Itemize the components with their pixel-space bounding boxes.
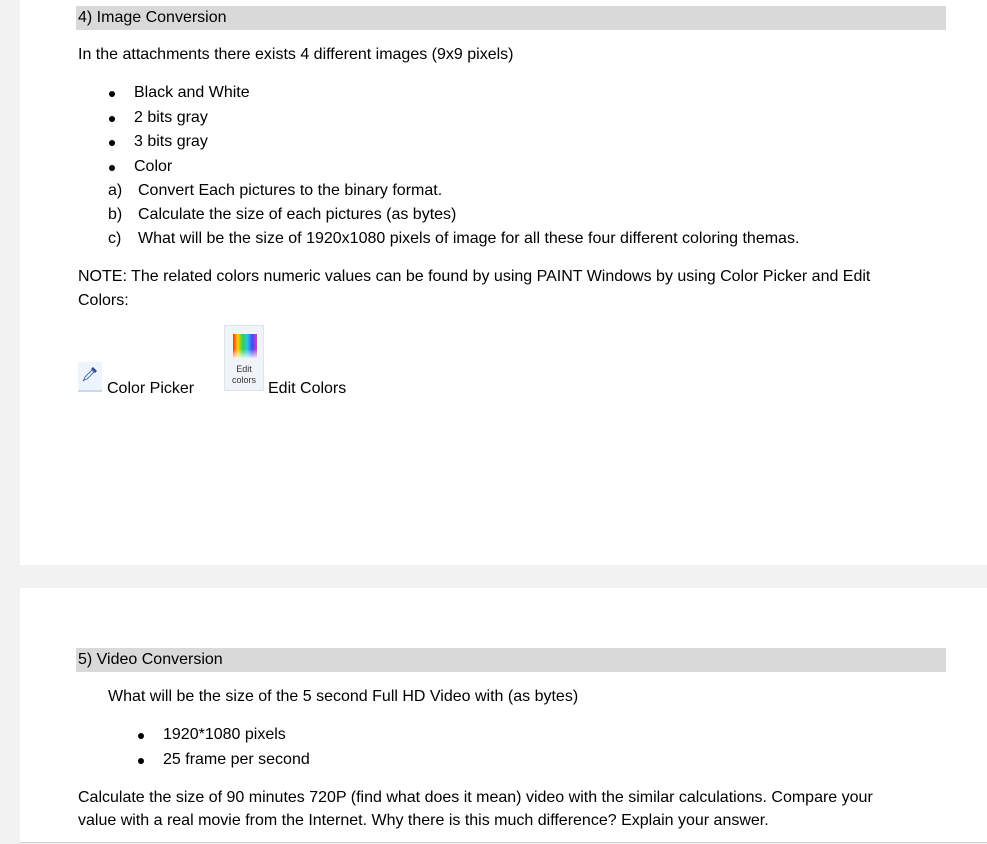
note-line-2: Colors:: [78, 292, 129, 309]
task-marker: a): [108, 182, 123, 199]
bullet-text: 2 bits gray: [134, 109, 208, 126]
task-text: Convert Each pictures to the binary format.: [138, 182, 443, 199]
edit-colors-label: Edit Colors: [268, 380, 347, 397]
task-text: What will be the size of 1920x1080 pixels of image for all these four different coloring themas.: [138, 230, 800, 247]
bullet-text: 25 frame per second: [163, 751, 310, 768]
section-4-heading: 4) Image Conversion: [76, 6, 946, 30]
task-marker: c): [108, 230, 122, 247]
color-picker-icon: [78, 362, 102, 392]
task-marker: b): [108, 206, 123, 223]
section-5-intro: What will be the size of the 5 second Full HD Video with (as bytes): [108, 688, 579, 705]
eyedropper-icon: [78, 362, 102, 386]
edit-colors-icon-line2: colors: [231, 375, 256, 385]
bullet-text: Color: [134, 158, 173, 175]
color-picker-label: Color Picker: [107, 380, 195, 397]
task-text: Calculate the size of each pictures (as bytes): [138, 206, 457, 223]
bullet-text: 3 bits gray: [134, 133, 208, 150]
section-5-heading: 5) Video Conversion: [76, 648, 946, 672]
document-page-1: [20, 0, 987, 565]
bullet-text: Black and White: [134, 84, 250, 101]
document-page-2: [20, 588, 987, 843]
edit-colors-icon: [224, 325, 264, 391]
section-4-intro: In the attachments there exists 4 different images (9x9 pixels): [78, 46, 514, 63]
section-5-paragraph-line-2: value with a real movie from the Internet. Why there is this much difference? Explain your answer.: [78, 812, 769, 829]
edit-colors-icon-line1: Edit: [236, 364, 252, 374]
edit-colors-icon-label: [225, 364, 263, 386]
note-line-1: NOTE: The related colors numeric values can be found by using PAINT Windows by using Color Picker and Edit: [78, 268, 871, 285]
color-palette-swatch: [233, 334, 257, 358]
bullet-text: 1920*1080 pixels: [163, 726, 286, 743]
section-5-paragraph-line-1: Calculate the size of 90 minutes 720P (find what does it mean) video with the similar calculations. Compare your: [78, 789, 873, 806]
